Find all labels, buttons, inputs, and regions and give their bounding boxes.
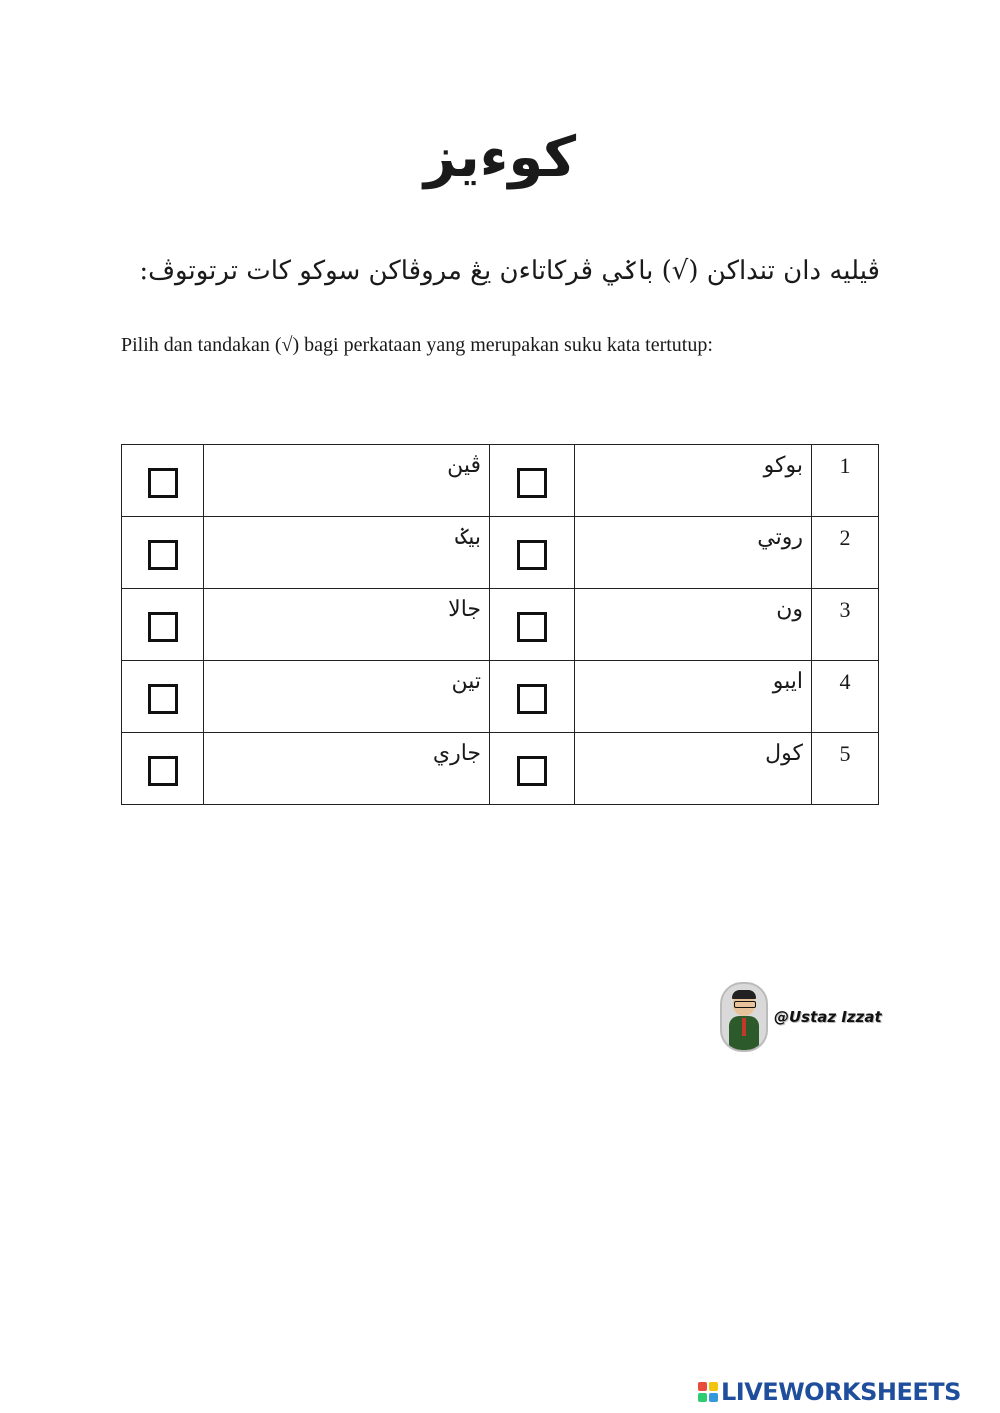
- table-row: [122, 661, 879, 733]
- liveworksheets-logo-icon: [698, 1382, 718, 1402]
- author-signature: [720, 982, 882, 1052]
- checkbox-left-3[interactable]: [148, 612, 178, 642]
- checkbox-right-5[interactable]: [517, 756, 547, 786]
- word-right-3: ون: [575, 589, 812, 661]
- checkbox-left-5[interactable]: [148, 756, 178, 786]
- word-left-4: تين: [204, 661, 490, 733]
- row-number-5: 5: [812, 733, 879, 805]
- checkbox-right-3[interactable]: [517, 612, 547, 642]
- word-left-1: ڤين: [204, 445, 490, 517]
- row-number-3: 3: [812, 589, 879, 661]
- checkbox-right-1[interactable]: [517, 468, 547, 498]
- quiz-table: [121, 444, 879, 805]
- word-left-5: جاري: [204, 733, 490, 805]
- table-row: [122, 733, 879, 805]
- checkbox-right-4[interactable]: [517, 684, 547, 714]
- avatar: [720, 982, 768, 1052]
- checkbox-right-2[interactable]: [517, 540, 547, 570]
- word-left-3: جالا: [204, 589, 490, 661]
- instruction-rumi: Pilih dan tandakan (√) bagi perkataan yang merupakan suku kata tertutup:: [121, 334, 713, 356]
- table-row: [122, 589, 879, 661]
- row-number-1: 1: [812, 445, 879, 517]
- word-right-4: ايبو: [575, 661, 812, 733]
- word-right-2: روتي: [575, 517, 812, 589]
- word-right-5: کول: [575, 733, 812, 805]
- instruction-jawi: ڤيليه دان تنداکن (√) باݢي ڤرکاتاءن يڠ مروڤاکن سوکو کات ترتوتوڤ:: [139, 256, 880, 286]
- checkbox-left-4[interactable]: [148, 684, 178, 714]
- checkbox-left-2[interactable]: [148, 540, 178, 570]
- row-number-4: 4: [812, 661, 879, 733]
- quiz-title: كوءيز: [423, 125, 577, 190]
- checkbox-left-1[interactable]: [148, 468, 178, 498]
- signature-text: @Ustaz Izzat: [774, 1008, 882, 1026]
- table-row: [122, 517, 879, 589]
- liveworksheets-logo: [698, 1378, 961, 1406]
- word-left-2: بيݢ: [204, 517, 490, 589]
- table-row: [122, 445, 879, 517]
- word-right-1: بوکو: [575, 445, 812, 517]
- liveworksheets-logo-text: LIVEWORKSHEETS: [721, 1378, 961, 1406]
- row-number-2: 2: [812, 517, 879, 589]
